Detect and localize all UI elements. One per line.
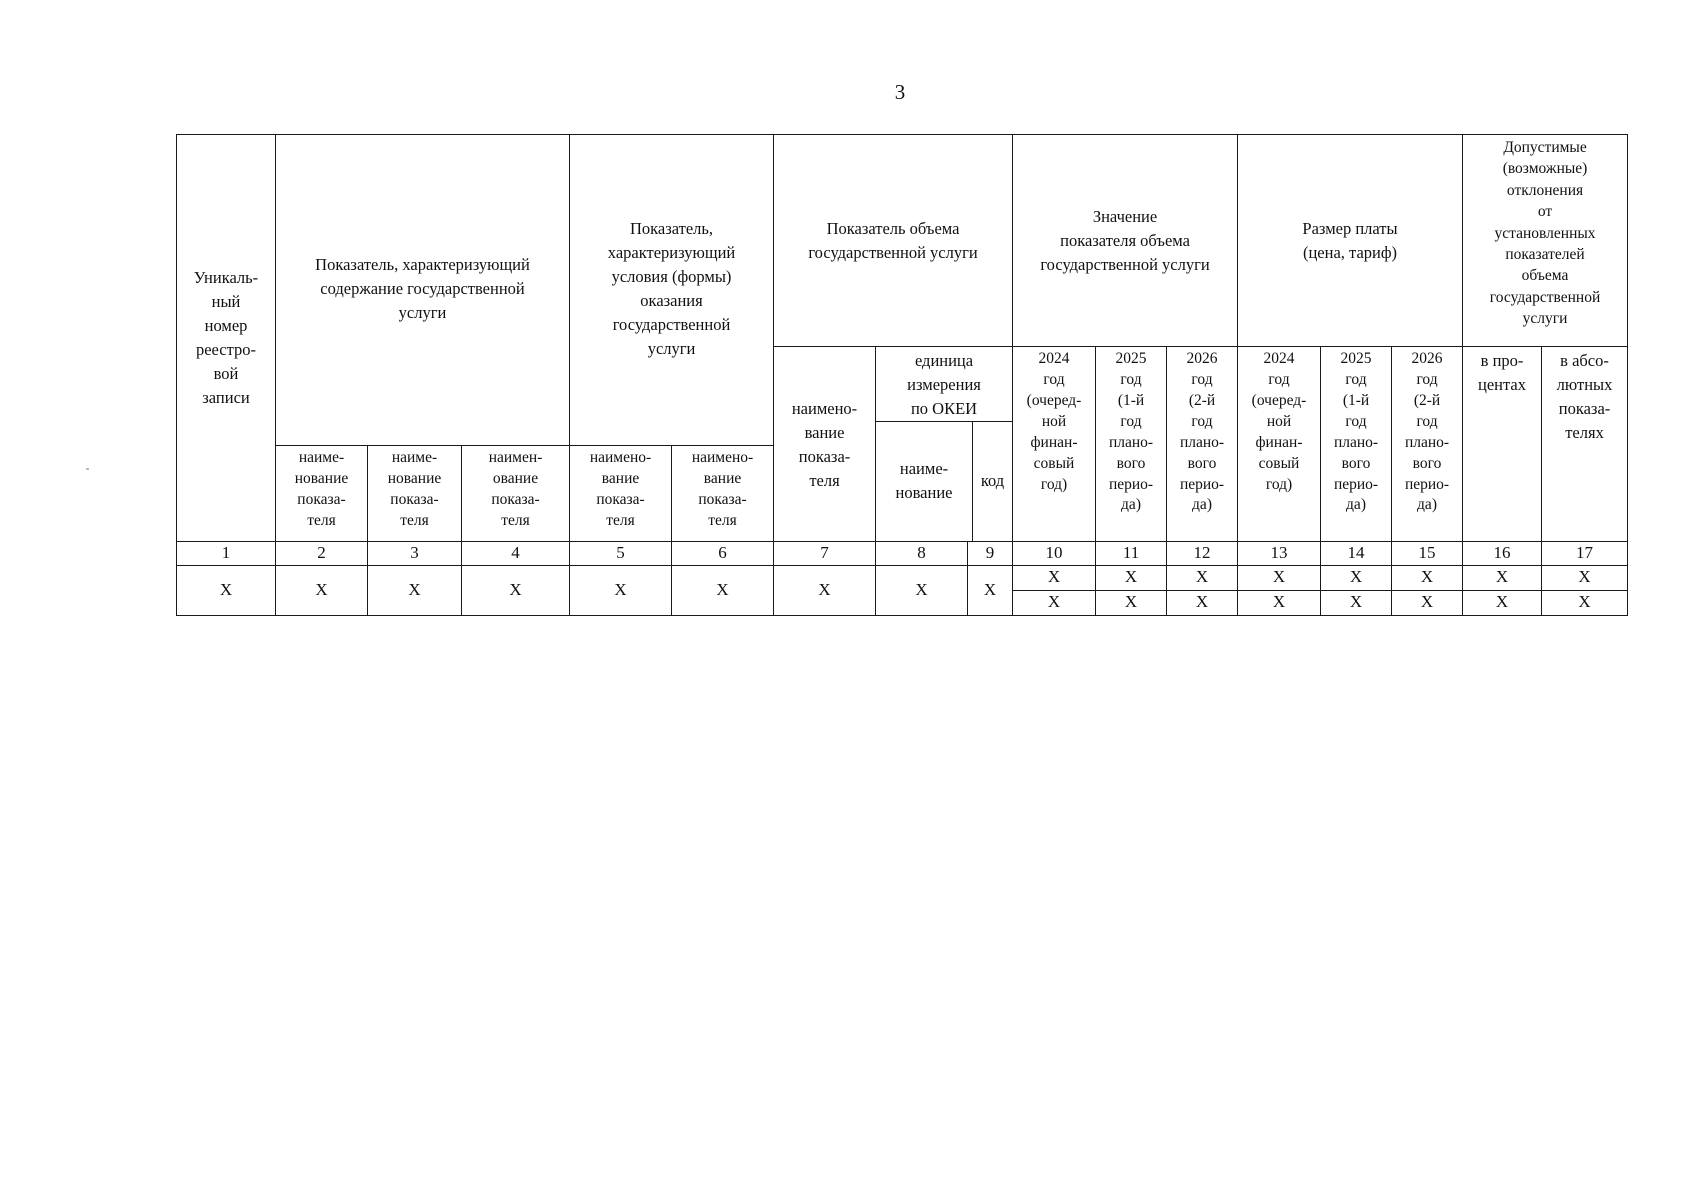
column-number: 4 <box>462 541 570 565</box>
column-number: 6 <box>672 541 774 565</box>
cell-x: X <box>1167 590 1238 615</box>
cell-x: X <box>1096 590 1167 615</box>
cell-x: X <box>1542 590 1628 615</box>
header-volume-value: Значение показателя объема государственной услуги <box>1013 135 1238 347</box>
page-number: 3 <box>894 80 906 104</box>
column-number: 15 <box>1392 541 1463 565</box>
column-number: 7 <box>774 541 876 565</box>
cell-x: X <box>570 565 672 615</box>
column-number: 16 <box>1463 541 1542 565</box>
header-volume-indicator: Показатель объема государственной услуги <box>774 135 1013 347</box>
cell-x: X <box>1238 590 1321 615</box>
column-number: 8 <box>876 541 968 565</box>
cell-x: X <box>177 565 276 615</box>
cell-x: X <box>1463 590 1542 615</box>
header-fee-2025: 2025 год (1-й год плано- вого перио- да) <box>1321 347 1392 542</box>
cell-x: X <box>1321 565 1392 590</box>
cell-x: X <box>672 565 774 615</box>
header-unit-code: код <box>980 471 1005 491</box>
header-content-name-3: наимен- ование показа- теля <box>462 445 570 541</box>
header-volume-2025: 2025 год (1-й год плано- вого перио- да) <box>1096 347 1167 542</box>
header-content-name-2: наиме- нование показа- теля <box>368 445 462 541</box>
cell-x: X <box>1013 565 1096 590</box>
header-conditions-name-2: наимено- вание показа- теля <box>672 445 774 541</box>
cell-x: X <box>1013 590 1096 615</box>
cell-x: X <box>1238 565 1321 590</box>
header-fee-2026: 2026 год (2-й год плано- вого перио- да) <box>1392 347 1463 542</box>
header-fee: Размер платы (цена, тариф) <box>1238 135 1463 347</box>
cell-x: X <box>1321 590 1392 615</box>
cell-x: X <box>1463 565 1542 590</box>
column-number: 14 <box>1321 541 1392 565</box>
column-number: 2 <box>276 541 368 565</box>
column-number: 3 <box>368 541 462 565</box>
cell-x: X <box>968 565 1013 615</box>
column-number: 9 <box>968 541 1013 565</box>
header-volume-indicator-name: наимено- вание показа- теля <box>774 347 876 542</box>
header-unit-okei: единица измерения по ОКЕИ <box>876 347 1013 422</box>
header-conditions-name-1: наимено- вание показа- теля <box>570 445 672 541</box>
column-number: 12 <box>1167 541 1238 565</box>
header-unit-name: наиме- нование <box>876 422 973 541</box>
column-number: 13 <box>1238 541 1321 565</box>
column-number: 5 <box>570 541 672 565</box>
header-content-indicator: Показатель, характеризующий содержание государственной услуги <box>276 135 570 446</box>
cell-x: X <box>1167 565 1238 590</box>
header-unique-number: Уникаль- ный номер реестро- вой записи <box>177 135 276 542</box>
cell-x: X <box>276 565 368 615</box>
cell-x: X <box>774 565 876 615</box>
service-volume-table <box>176 134 1628 616</box>
header-conditions-indicator: Показатель, характеризующий условия (формы) оказания государственной услуги <box>570 135 774 446</box>
header-deviations: Допустимые (возможные) отклонения от установленных показателей объема государственной услуги <box>1463 135 1628 347</box>
column-number: 10 <box>1013 541 1096 565</box>
header-content-name-1: наиме- нование показа- теля <box>276 445 368 541</box>
column-number: 1 <box>177 541 276 565</box>
scan-speck <box>86 468 89 470</box>
cell-x: X <box>1096 565 1167 590</box>
cell-x: X <box>368 565 462 615</box>
cell-x: X <box>1542 565 1628 590</box>
header-deviation-absolute: в абсо- лютных показа- телях <box>1542 347 1628 542</box>
header-fee-2024: 2024 год (очеред- ной финан- совый год) <box>1238 347 1321 542</box>
column-number: 11 <box>1096 541 1167 565</box>
cell-x: X <box>876 565 968 615</box>
cell-x: X <box>1392 590 1463 615</box>
column-number: 17 <box>1542 541 1628 565</box>
header-volume-2026: 2026 год (2-й год плано- вого перио- да) <box>1167 347 1238 542</box>
cell-x: X <box>1392 565 1463 590</box>
header-volume-2024: 2024 год (очеред- ной финан- совый год) <box>1013 347 1096 542</box>
unit-subheader <box>876 422 1012 541</box>
header-deviation-percent: в про- центах <box>1463 347 1542 542</box>
cell-x: X <box>462 565 570 615</box>
